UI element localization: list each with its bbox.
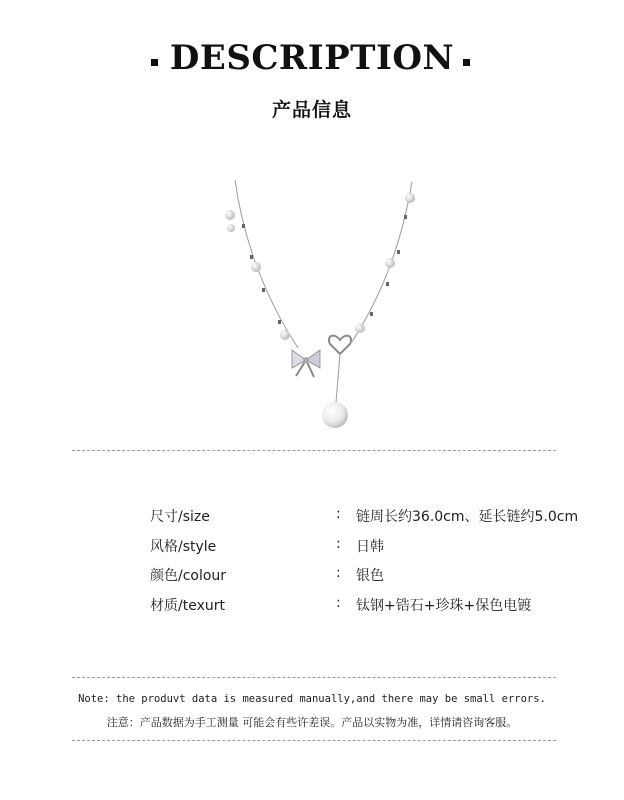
spec-label: 风格/style bbox=[150, 539, 217, 555]
spec-label: 尺寸/size bbox=[150, 509, 210, 525]
spec-row-style bbox=[0, 536, 624, 560]
spec-label: 材质/texurt bbox=[150, 598, 225, 614]
spec-label: 颜色/colour bbox=[150, 568, 227, 584]
spec-row-colour bbox=[0, 565, 624, 589]
spec-row-size bbox=[0, 506, 624, 530]
spec-colon: : bbox=[336, 536, 341, 552]
spec-value: 银色 bbox=[356, 568, 384, 584]
spec-value: 链周长约36.0cm、延长链约5.0cm bbox=[356, 509, 579, 525]
divider-note-bottom bbox=[72, 740, 556, 741]
square-bullet-icon bbox=[463, 59, 470, 66]
necklace-photo bbox=[190, 170, 440, 440]
spec-row-material bbox=[0, 595, 624, 619]
note-english: Note: the produvt data is measured manually,and there may be small errors. bbox=[78, 693, 546, 705]
divider-top bbox=[72, 450, 556, 451]
divider-note-top bbox=[72, 677, 556, 678]
spec-colon: : bbox=[336, 565, 341, 581]
spec-value: 日韩 bbox=[356, 539, 384, 555]
note-chinese: 注意：产品数据为手工测量 可能会有些许差误。产品以实物为准，详情请咨询客服。 bbox=[106, 716, 518, 729]
spec-colon: : bbox=[336, 595, 341, 611]
spec-colon: : bbox=[336, 506, 341, 522]
page-subtitle: 产品信息 bbox=[271, 99, 352, 121]
spec-value: 钛钢+锆石+珍珠+保色电镀 bbox=[356, 598, 532, 614]
page-title: DESCRIPTION bbox=[169, 38, 455, 78]
description-header bbox=[0, 38, 624, 86]
